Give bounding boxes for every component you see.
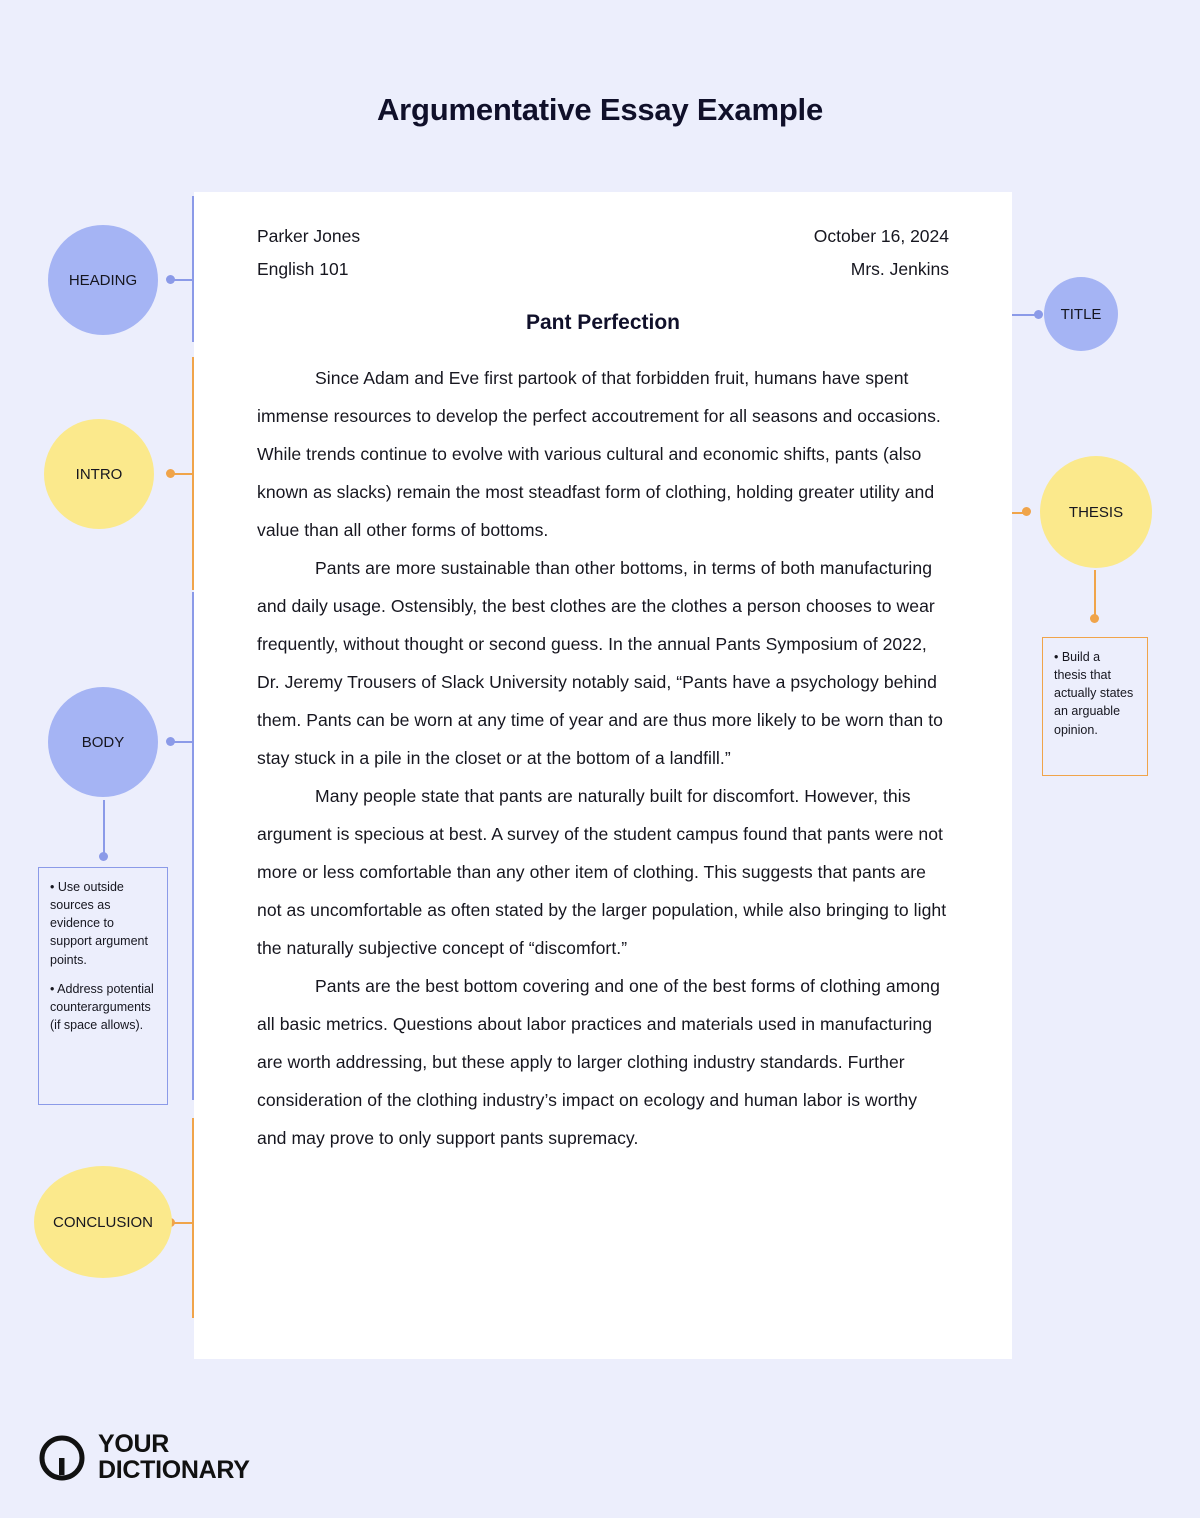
brand-logo-line1: YOUR [98,1430,170,1458]
body-connector-dot [166,737,175,746]
essay-body [257,359,949,1157]
tip-box-thesis [1042,637,1148,776]
label-bubble-heading [48,225,158,335]
label-conclusion-text: CONCLUSION [52,1213,153,1231]
label-bubble-title [1044,277,1118,351]
essay-paragraph-conclusion: Pants are the best bottom covering and one of the best forms of clothing among all basic metrics. Questions about labor practices and materials used in manufacturing are worth addressing, but these apply to larger clothing industry standards. Further consideration of the clothing industry’s impact on ecology and human labor is worthy and may prove to only support pants supremacy. [257,975,940,1148]
page-title: Argumentative Essay Example [376,92,824,127]
brand-logo-line2: DICTIONARY [98,1455,250,1484]
tip-body-text-1: • Use outside sources as evidence to support argument points. [50,880,148,967]
brand-logo-text [98,1432,250,1483]
tip-body-text-2: • Address potential counterarguments (if space allows). [50,981,154,1032]
body-tip-line [103,800,105,858]
label-bubble-conclusion [34,1166,172,1278]
essay-meta-row-1 [257,224,949,249]
label-bubble-thesis [1040,456,1152,568]
label-bubble-body [48,687,158,797]
essay-meta-row-2 [257,257,949,282]
brand-logo [38,1432,250,1483]
student-name: Parker Jones [257,226,361,246]
label-bubble-intro [44,419,154,529]
instructor-name: Mrs. Jenkins [850,259,949,280]
title-connector-dot [1034,310,1043,319]
tip-thesis-text: • Build a thesis that actually states an arguable opinion. [1054,650,1134,737]
label-body-text: BODY [81,733,125,751]
thesis-connector-dot [1022,507,1031,516]
course-name: English 101 [257,259,349,280]
essay-paper [194,192,1012,1359]
body-tip-dot [99,852,108,861]
essay-title: Pant Perfection [525,310,681,334]
thesis-tip-line [1094,570,1096,620]
essay-paragraph-intro: Since Adam and Eve first partook of that forbidden fruit, humans have spent immense resources to develop the perfect accoutrement for all seasons and occasions. While trends continue to evolve with various cultural and economic shifts, pants (also known as slacks) remain the most steadfast form of clothing, holding greater utility and value than all other forms of bottoms. [257,367,941,540]
essay-date: October 16, 2024 [813,226,949,246]
yourdictionary-mark-icon [38,1434,86,1482]
essay-paragraph-body-1: Pants are more sustainable than other bottoms, in terms of both manufacturing and daily usage. Ostensibly, the best clothes are the clothes a person chooses to wear frequently, without thought or second guess. In the annual Pants Symposium of 2022, Dr. Jeremy Trousers of Slack University notably said, “Pants have a psychology behind them. Pants can be worn at any time of year and are thus more likely to be worn than to stay stuck in a pile in the closet or at the bottom of a landfill.” [257,557,943,768]
label-title-text: TITLE [1060,305,1102,323]
thesis-tip-dot [1090,614,1099,623]
essay-paragraph-body-2: Many people state that pants are naturally built for discomfort. However, this argument is specious at best. A survey of the student campus found that pants were not more or less comfortable than any other item of clothing. This suggests that pants are not as uncomfortable as often stated by the larger population, while also bringing to light the naturally subjective concept of “discomfort.” [257,785,947,958]
intro-connector-dot [166,469,175,478]
label-heading-text: HEADING [68,271,138,289]
label-intro-text: INTRO [75,465,123,483]
label-thesis-text: THESIS [1068,503,1124,521]
tip-box-body [38,867,168,1105]
heading-connector-dot [166,275,175,284]
